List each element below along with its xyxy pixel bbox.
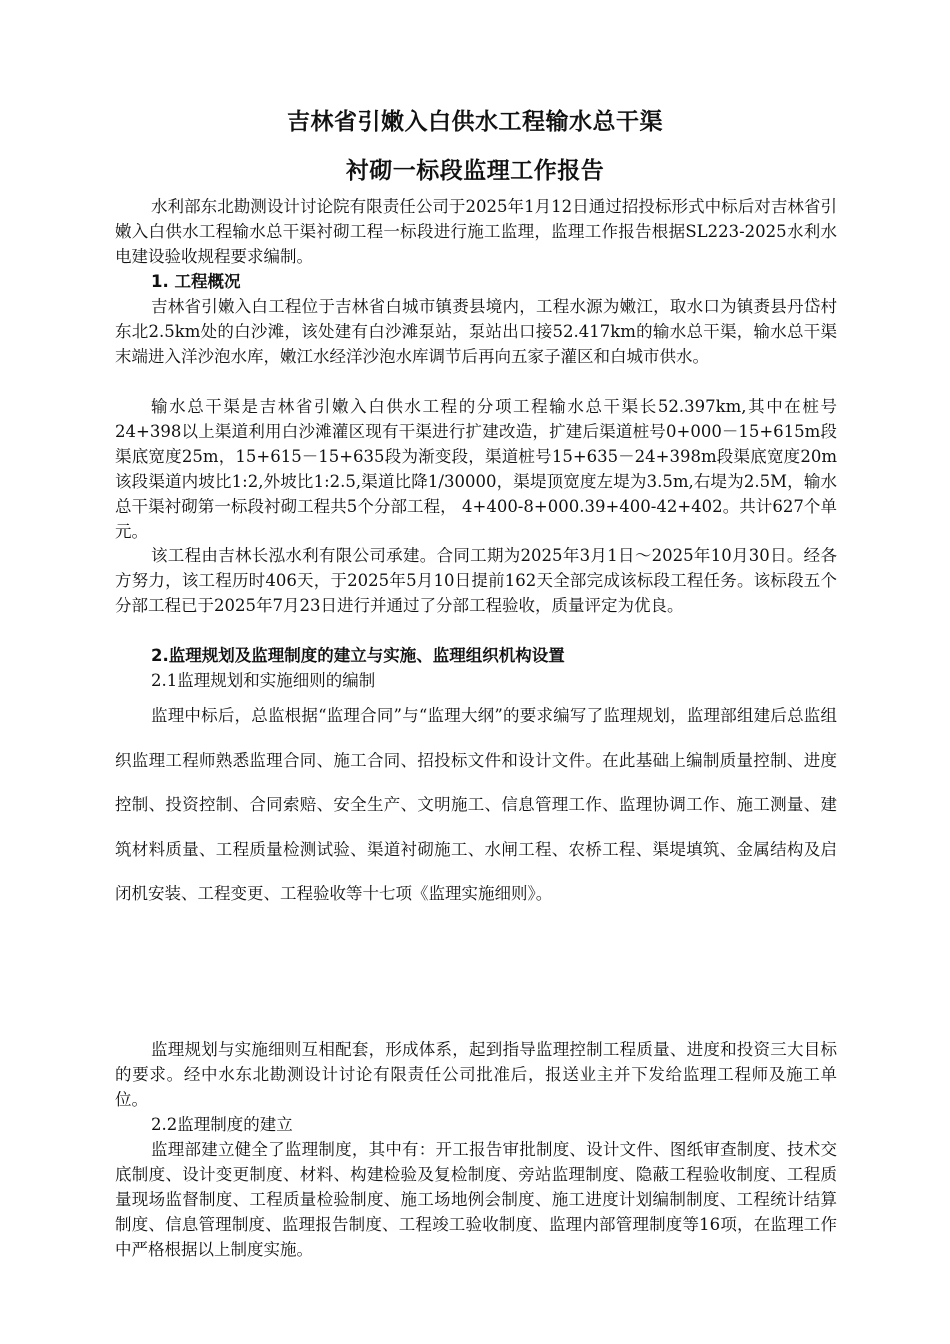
intro-paragraph: 水利部东北勘测设计讨论院有限责任公司于2025年1月12日通过招投标形式中标后对吉林省引嫩入白供水工程输水总干渠衬砌工程一标段进行施工监理，监理工作报告根据SL223-2025水利水电建设验收规程要求编制。	[115, 197, 837, 266]
section-2-2-paragraph-1: 监理部建立健全了监理制度，其中有：开工报告审批制度、设计文件、图纸审查制度、技术交底制度、设计变更制度、材料、构建检验及复检制度、旁站监理制度、隐蔽工程验收制度、工程质量现场监督制度、工程质量检验制度、施工场地例会制度、施工进度计划编制制度、工程统计结算制度、信息管理制度、监理报告制度、工程竣工验收制度、监理内部管理制度等16项，在监理工作中严格根据以上制度实施。	[115, 1140, 837, 1259]
section-2-2-heading: 2.2监理制度的建立	[151, 1115, 293, 1134]
section-1-paragraph-1: 吉林省引嫩入白工程位于吉林省白城市镇赉县境内，工程水源为嫩江，取水口为镇赉县丹岱村东北2.5km处的白沙滩，该处建有白沙滩泵站，泵站出口接52.417km的输水总干渠，输水总干渠末端进入洋沙泡水库，嫩江水经洋沙泡水库调节后再向五家子灌区和白城市供水。	[115, 297, 837, 366]
section-2-1-paragraph-1: 监理中标后，总监根据“监理合同”与“监理大纲”的要求编写了监理规划，监理部组建后总监组织监理工程师熟悉监理合同、施工合同、招投标文件和设计文件。在此基础上编制质量控制、进度控制、投资控制、合同索赔、安全生产、文明施工、信息管理工作、监理协调工作、施工测量、建筑材料质量、工程质量检测试验、渠道衬砌施工、水闸工程、农桥工程、渠堤填筑、金属结构及启闭机安装、工程变更、工程验收等十七项《监理实施细则》。	[115, 706, 837, 903]
section-2-1-paragraph-2: 监理规划与实施细则互相配套，形成体系，起到指导监理控制工程质量、进度和投资三大目标的要求。经中水东北勘测设计讨论有限责任公司批准后，报送业主并下发给监理工程师及施工单位。	[115, 1040, 837, 1109]
section-1-paragraph-2: 输水总干渠是吉林省引嫩入白供水工程的分项工程输水总干渠长52.397km,其中在桩号24+398以上渠道利用白沙滩灌区现有干渠进行扩建改造，扩建后渠道桩号0+000－15+615m段渠底宽度25m，15+615－15+635段为渐变段，渠道桩号15+635－24+398m段渠底宽度20m该段渠道内坡比1:2,外坡比1:2.5,渠道比降1/30000，渠堤顶宽度左堤为3.5m,右堤为2.5M，输水总干渠衬砌第一标段衬砌工程共5个分部工程， 4+400-8+000.39+400-42+402。共计627个单元。	[115, 397, 837, 541]
section-2-1-heading: 2.1监理规划和实施细则的编制	[151, 671, 376, 690]
section-1-heading: 1. 工程概况	[151, 272, 241, 291]
document-title-line-2: 衬砌一标段监理工作报告	[345, 158, 605, 184]
section-2-heading: 2.监理规划及监理制度的建立与实施、监理组织机构设置	[151, 646, 565, 665]
section-1-paragraph-3: 该工程由吉林长泓水利有限公司承建。合同工期为2025年3月1日～2025年10月30日。经各方努力，该工程历时406天，于2025年5月10日提前162天全部完成该标段工程任务。该标段五个分部工程已于2025年7月23日进行并通过了分部工程验收，质量评定为优良。	[115, 546, 837, 615]
document-title-line-1: 吉林省引嫩入白供水工程输水总干渠	[287, 109, 663, 135]
